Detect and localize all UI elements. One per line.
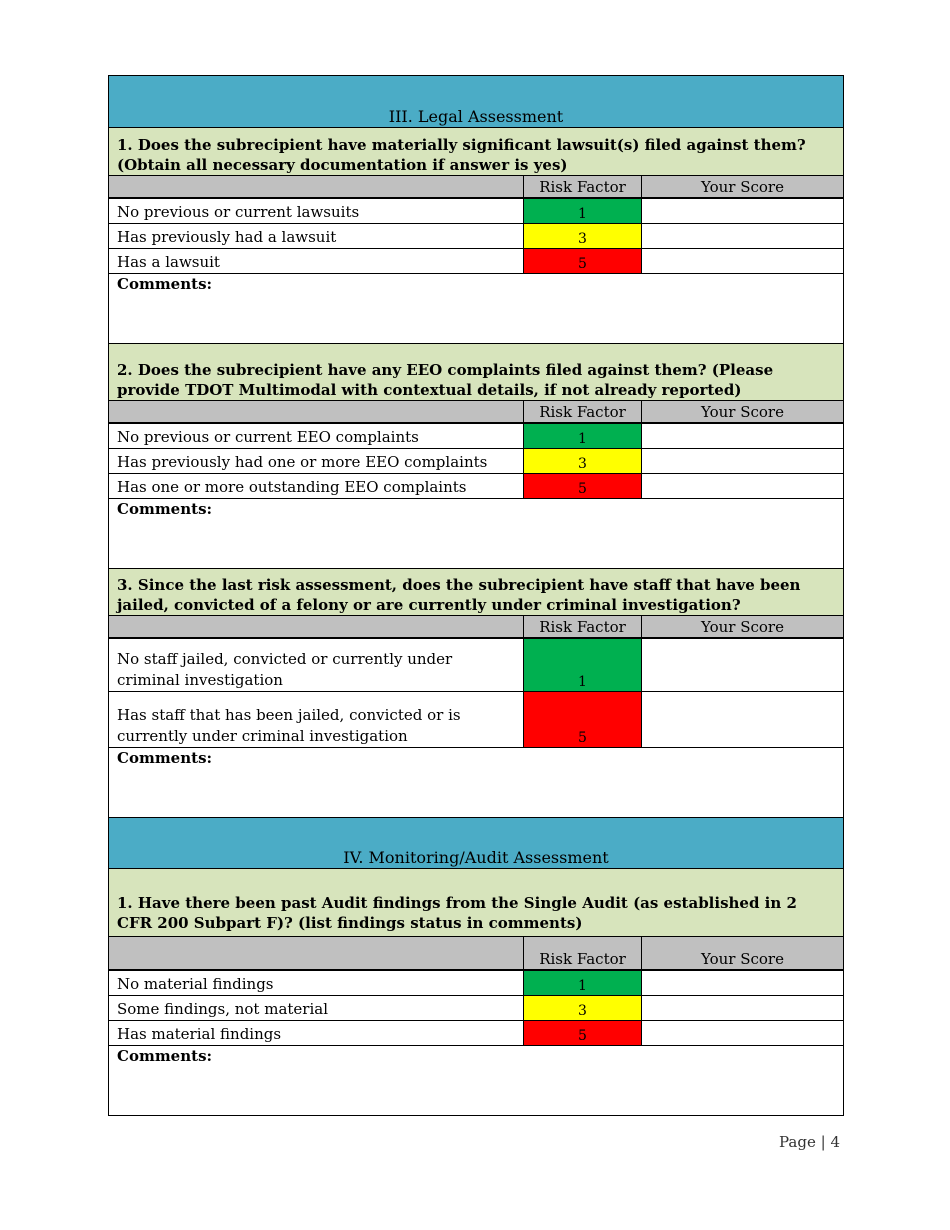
- option-label: Has one or more outstanding EEO complaints: [117, 478, 467, 496]
- option-label: No previous or current lawsuits: [117, 203, 360, 221]
- risk-factor-cell: 1: [523, 971, 642, 995]
- page-number: Page | 4: [779, 1133, 840, 1151]
- question-label: 1. Does the subrecipient have materially significant lawsuit(s) filed against them? (Obtain all necessary documentation if answer is yes): [117, 136, 806, 174]
- table-row: [109, 692, 843, 748]
- comments-box[interactable]: [109, 499, 843, 569]
- score-cell[interactable]: [642, 249, 843, 273]
- risk-factor-cell: 5: [523, 474, 642, 498]
- question-text: [109, 869, 843, 937]
- risk-assessment-form: [108, 75, 844, 1116]
- comments-box[interactable]: [109, 748, 843, 818]
- risk-factor-cell: 3: [523, 996, 642, 1020]
- option-label: No material findings: [117, 975, 274, 993]
- question-text: [109, 344, 843, 401]
- question-text: [109, 569, 843, 616]
- score-cell[interactable]: [642, 224, 843, 248]
- comments-label: Comments:: [117, 1047, 213, 1065]
- comments-label: Comments:: [117, 500, 213, 518]
- your-score-header: Your Score: [701, 618, 784, 636]
- score-cell[interactable]: [642, 971, 843, 995]
- risk-factor-header: Risk Factor: [523, 176, 642, 197]
- score-cell[interactable]: [642, 449, 843, 473]
- score-cell[interactable]: [642, 199, 843, 223]
- your-score-header: Your Score: [701, 950, 784, 968]
- table-row: [109, 996, 843, 1021]
- comments-box[interactable]: [109, 1046, 843, 1116]
- table-header-row: [109, 616, 843, 639]
- table-row: [109, 971, 843, 996]
- table-row: [109, 639, 843, 692]
- risk-factor-header: Risk Factor: [523, 937, 642, 969]
- comments-label: Comments:: [117, 275, 213, 293]
- score-cell[interactable]: [642, 996, 843, 1020]
- option-label: Has previously had one or more EEO complaints: [117, 453, 488, 471]
- risk-factor-cell: 3: [523, 224, 642, 248]
- risk-factor-cell: 3: [523, 449, 642, 473]
- option-label: No staff jailed, convicted or currently under criminal investigation: [117, 650, 453, 689]
- option-label: Has previously had a lawsuit: [117, 228, 337, 246]
- option-label: No previous or current EEO complaints: [117, 428, 419, 446]
- risk-factor-cell: 1: [523, 424, 642, 448]
- your-score-header: Your Score: [701, 403, 784, 421]
- table-row: [109, 1021, 843, 1046]
- table-row: [109, 449, 843, 474]
- risk-factor-header: Risk Factor: [523, 401, 642, 422]
- question-label: 1. Have there been past Audit findings from the Single Audit (as established in 2 CFR 200 Subpart F)? (list findings status in comments): [117, 894, 797, 932]
- comments-box[interactable]: [109, 274, 843, 344]
- table-row: [109, 249, 843, 274]
- option-label: Has a lawsuit: [117, 253, 220, 271]
- table-header-row: [109, 937, 843, 971]
- risk-factor-cell: 5: [523, 249, 642, 273]
- score-cell[interactable]: [642, 1021, 843, 1045]
- score-cell[interactable]: [642, 424, 843, 448]
- risk-factor-cell: 5: [523, 1021, 642, 1045]
- table-row: [109, 199, 843, 224]
- table-row: [109, 224, 843, 249]
- option-label: Has material findings: [117, 1025, 282, 1043]
- question-label: 2. Does the subrecipient have any EEO complaints filed against them? (Please provide TDOT Multimodal with contextual details, if not already reported): [117, 361, 774, 399]
- option-label: Some findings, not material: [117, 1000, 329, 1018]
- section-header-legal: [109, 76, 843, 128]
- risk-factor-header: Risk Factor: [523, 616, 642, 637]
- table-header-row: [109, 176, 843, 199]
- section-header-monitoring: [109, 818, 843, 869]
- risk-factor-cell: 1: [523, 639, 642, 691]
- option-label: Has staff that has been jailed, convicted or is currently under criminal investigation: [117, 706, 461, 745]
- risk-factor-cell: 1: [523, 199, 642, 223]
- table-header-row: [109, 401, 843, 424]
- your-score-header: Your Score: [701, 178, 784, 196]
- question-label: 3. Since the last risk assessment, does the subrecipient have staff that have been jailed, convicted of a felony or are currently under criminal investigation?: [117, 576, 801, 614]
- table-row: [109, 424, 843, 449]
- score-cell[interactable]: [642, 639, 843, 691]
- score-cell[interactable]: [642, 692, 843, 747]
- section-title: III. Legal Assessment: [388, 107, 564, 126]
- section-title: IV. Monitoring/Audit Assessment: [343, 848, 609, 867]
- question-text: [109, 128, 843, 176]
- score-cell[interactable]: [642, 474, 843, 498]
- comments-label: Comments:: [117, 749, 213, 767]
- risk-factor-cell: 5: [523, 692, 642, 747]
- table-row: [109, 474, 843, 499]
